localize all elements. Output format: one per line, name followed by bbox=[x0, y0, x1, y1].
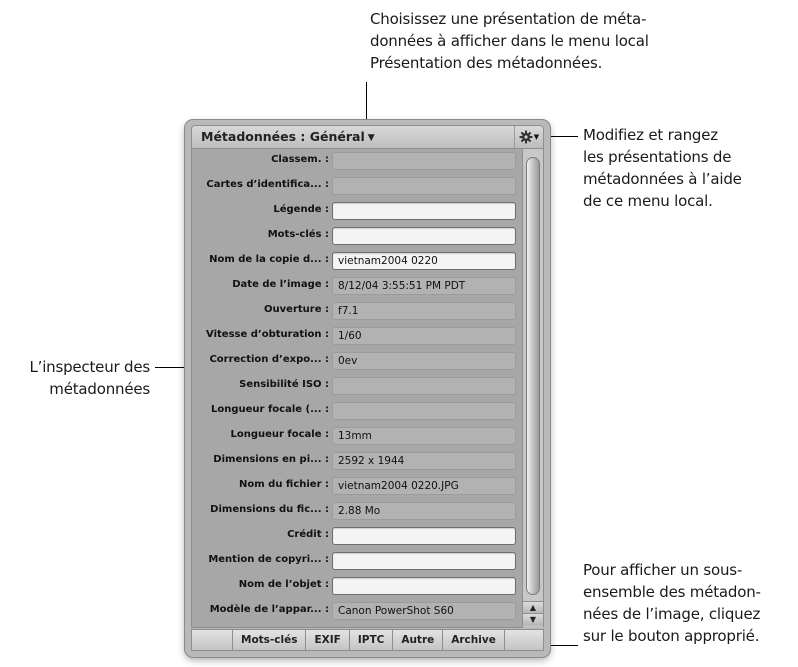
field-input-mots-cles[interactable] bbox=[332, 227, 516, 245]
tab-autre[interactable]: Autre bbox=[393, 630, 443, 650]
callout-tab-buttons: Pour afficher un sous- ensemble des métadon- nées de l’image, cliquez sur le bouton approprié. bbox=[583, 561, 761, 645]
field-label: Crédit : bbox=[287, 529, 329, 540]
field-label: Mots-clés : bbox=[267, 229, 329, 240]
field-row-nom-objet bbox=[192, 574, 523, 600]
field-row-dimensions-fichier bbox=[192, 499, 523, 525]
field-input-credit[interactable] bbox=[332, 527, 516, 545]
field-input-nom-objet[interactable] bbox=[332, 577, 516, 595]
field-input-nom-copie[interactable]: vietnam2004 0220 bbox=[332, 252, 516, 270]
scroll-down-button[interactable] bbox=[523, 613, 543, 626]
inspector-header bbox=[191, 125, 544, 149]
callout-inspector: L’inspecteur des métadonnées bbox=[29, 358, 150, 398]
field-label: Classem. : bbox=[271, 154, 329, 165]
chevron-down-icon: ▼ bbox=[533, 133, 540, 141]
tab-bar-tail bbox=[505, 630, 543, 650]
vertical-scrollbar[interactable] bbox=[522, 149, 544, 627]
field-label: Nom de la copie d... : bbox=[209, 254, 329, 265]
metadata-fields bbox=[191, 149, 523, 628]
field-row-correction-exposition bbox=[192, 349, 523, 375]
field-label: Légende : bbox=[273, 204, 329, 215]
metadata-tab-bar bbox=[191, 629, 544, 651]
arrow-up-icon: ▲ bbox=[529, 603, 537, 612]
field-row-vitesse-obturation bbox=[192, 324, 523, 350]
field-value-modele-appareil[interactable]: Canon PowerShot S60 bbox=[332, 602, 516, 620]
field-label: Cartes d’identifica... : bbox=[206, 179, 329, 190]
tab-iptc[interactable]: IPTC bbox=[350, 630, 393, 650]
gear-menu-button[interactable] bbox=[514, 126, 543, 148]
tab-exif[interactable]: EXIF bbox=[306, 630, 349, 650]
field-label: Modèle de l’appar... : bbox=[209, 604, 329, 615]
field-row-longueur-focale-35 bbox=[192, 399, 523, 425]
field-value-cartes-identification[interactable] bbox=[332, 177, 516, 195]
gear-icon bbox=[519, 130, 533, 144]
field-value-dimensions-pixels[interactable]: 2592 x 1944 bbox=[332, 452, 516, 470]
field-row-cartes-identification bbox=[192, 174, 523, 200]
field-row-dimensions-pixels bbox=[192, 449, 523, 475]
metadata-inspector bbox=[185, 120, 550, 657]
field-value-nom-fichier[interactable]: vietnam2004 0220.JPG bbox=[332, 477, 516, 495]
callout-line-inspector bbox=[155, 367, 189, 368]
field-row-mention-copyright bbox=[192, 549, 523, 575]
callout-preset-menu: Choisissez une présentation de méta- données à afficher dans le menu local Présentation des métadonnées. bbox=[370, 10, 649, 72]
arrow-down-icon: ▼ bbox=[529, 615, 537, 624]
field-row-legende bbox=[192, 199, 523, 225]
field-row-sensibilite-iso bbox=[192, 374, 523, 400]
field-value-ouverture[interactable]: f7.1 bbox=[332, 302, 516, 320]
field-row-nom-copie bbox=[192, 249, 523, 275]
field-input-legende[interactable] bbox=[332, 202, 516, 220]
field-label: Ouverture : bbox=[264, 304, 329, 315]
field-row-credit bbox=[192, 524, 523, 550]
tab-mots-cles[interactable]: Mots-clés bbox=[233, 630, 306, 650]
field-label: Vitesse d’obturation : bbox=[206, 329, 329, 340]
field-value-correction-exposition[interactable]: 0ev bbox=[332, 352, 516, 370]
field-value-classem[interactable] bbox=[332, 152, 516, 170]
field-label: Mention de copyri... : bbox=[208, 554, 329, 565]
field-label: Longueur focale (... : bbox=[211, 404, 329, 415]
preset-label: Métadonnées : Général bbox=[201, 129, 365, 144]
field-row-longueur-focale bbox=[192, 424, 523, 450]
field-label: Nom du fichier : bbox=[239, 479, 329, 490]
chevron-down-icon: ▼ bbox=[367, 133, 375, 143]
field-label: Sensibilité ISO : bbox=[239, 379, 329, 390]
field-value-dimensions-fichier[interactable]: 2.88 Mo bbox=[332, 502, 516, 520]
field-row-modele-appareil bbox=[192, 599, 523, 625]
field-value-date-image[interactable]: 8/12/04 3:55:51 PM PDT bbox=[332, 277, 516, 295]
metadata-preset-popup[interactable] bbox=[201, 129, 375, 144]
callout-gear-menu: Modifiez et rangez les présentations de métadonnées à l’aide de ce menu local. bbox=[583, 126, 742, 210]
field-label: Dimensions en pi... : bbox=[213, 454, 329, 465]
field-value-longueur-focale-35[interactable] bbox=[332, 402, 516, 420]
field-label: Date de l’image : bbox=[232, 279, 329, 290]
tab-bar-spacer bbox=[192, 630, 233, 650]
field-label: Dimensions du fic... : bbox=[210, 504, 329, 515]
scroll-thumb[interactable] bbox=[526, 157, 540, 595]
field-row-ouverture bbox=[192, 299, 523, 325]
field-row-mots-cles bbox=[192, 224, 523, 250]
field-input-mention-copyright[interactable] bbox=[332, 552, 516, 570]
field-value-sensibilite-iso[interactable] bbox=[332, 377, 516, 395]
field-row-date-image bbox=[192, 274, 523, 300]
field-value-vitesse-obturation[interactable]: 1/60 bbox=[332, 327, 516, 345]
field-row-classem bbox=[192, 149, 523, 175]
tab-archive[interactable]: Archive bbox=[443, 630, 505, 650]
field-row-nom-fichier bbox=[192, 474, 523, 500]
field-label: Nom de l’objet : bbox=[238, 579, 329, 590]
field-value-longueur-focale[interactable]: 13mm bbox=[332, 427, 516, 445]
field-label: Longueur focale : bbox=[230, 429, 329, 440]
field-label: Correction d’expo... : bbox=[209, 354, 329, 365]
